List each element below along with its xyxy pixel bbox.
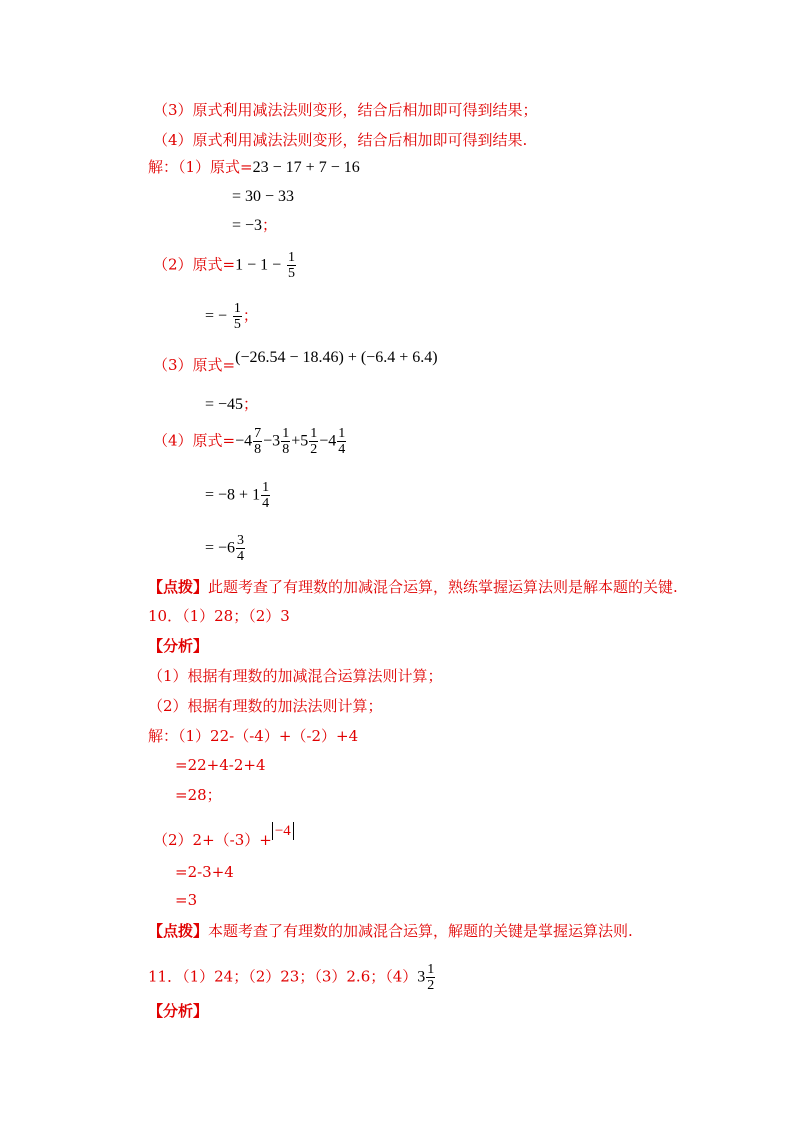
- absolute-value: −4: [272, 822, 294, 840]
- fraction: $\frac{1}{2}$: [310, 426, 318, 457]
- part-2-label: （2）原式=: [153, 255, 236, 274]
- q10-analysis-label: 【分析】: [148, 637, 209, 655]
- part-3-result: = −45: [205, 396, 244, 413]
- q10-analysis-1: （1）根据有理数的加减混合运算法则计算；: [148, 667, 443, 685]
- tip-text: 本题考查了有理数的加减混合运算，解题的关键是掌握运算法则.: [208, 922, 633, 940]
- part-1-step-2: [232, 216, 277, 235]
- part-4-label: （4）原式=: [153, 431, 236, 450]
- solution-label: 解：: [148, 158, 179, 176]
- term-1-whole: −4: [235, 432, 253, 450]
- q11-analysis-label: 【分析】: [148, 1002, 209, 1020]
- fraction: $\frac{1}{4}$: [262, 480, 270, 511]
- fraction: $\frac{1}{5}$: [287, 250, 295, 281]
- fraction: $\frac{1}{8}$: [282, 426, 290, 457]
- semicolon: ；: [243, 395, 259, 413]
- analysis-item-3: （3）原式利用减法法则变形，结合后相加即可得到结果；: [153, 101, 538, 119]
- part-3-label: （3）原式=: [153, 356, 236, 374]
- q10-answer: 10．（1）28；（2）3: [148, 607, 290, 625]
- q10-part-1-step-2: =28；: [175, 786, 222, 804]
- fraction: $\frac{1}{4}$: [338, 426, 346, 457]
- part-1-label: （1）原式=: [178, 158, 253, 176]
- q10-solution-1: [148, 727, 358, 745]
- part-2-result: = −: [205, 307, 228, 325]
- part-2-expression: 1 − 1 −: [235, 256, 282, 274]
- semicolon: ；: [262, 216, 278, 234]
- q10-solution-2: [153, 822, 294, 849]
- part-1-expression: （1）22-（-4）+（-2）+4: [178, 727, 359, 745]
- q10-part-2-step-2: =3: [175, 891, 198, 909]
- tip-9: [148, 578, 678, 596]
- solution-9-part-4: [153, 426, 347, 457]
- part-2-step-1: [205, 301, 258, 332]
- part-4-step-1: [205, 480, 271, 511]
- q10-tip: [148, 922, 633, 940]
- mixed-number-whole: 3: [417, 968, 426, 986]
- part-3-expression: (−26.54 − 18.46) + (−6.4 + 6.4): [235, 349, 438, 366]
- fraction: $\frac{3}{4}$: [237, 533, 245, 564]
- solution-9-part-2: [153, 250, 297, 281]
- tip-label: 【点拨】: [148, 922, 209, 940]
- semicolon: ；: [242, 306, 258, 325]
- q10-part-1-step-1: =22+4-2+4: [175, 756, 266, 774]
- q11-answer: [148, 962, 436, 993]
- tip-label: 【点拨】: [148, 578, 209, 596]
- solution-9-part-3: [153, 348, 438, 374]
- tip-text: 此题考查了有理数的加减混合运算，熟练掌握运算法则是解本题的关键.: [208, 578, 678, 596]
- step-2-expression: = −6: [205, 539, 236, 557]
- q10-analysis-2: （2）根据有理数的加法法则计算；: [148, 697, 383, 715]
- solution-9-part-1: [148, 158, 360, 177]
- q11-answer-text: 11．（1）24；（2）23；（3）2.6；（4）: [148, 967, 418, 986]
- term-2-whole: −3: [263, 432, 281, 450]
- step-1-expression: = −8 + 1: [205, 486, 261, 504]
- part-2-expression: （2）2+（-3）+: [153, 831, 272, 849]
- fraction: $\frac{7}{8}$: [254, 426, 262, 457]
- q10-part-2-step-1: =2-3+4: [175, 863, 234, 881]
- part-1-expression: 23 − 17 + 7 − 16: [252, 159, 360, 176]
- term-3-whole: +5: [291, 432, 309, 450]
- part-3-step-1: [205, 395, 258, 414]
- fraction: $\frac{1}{2}$: [427, 962, 435, 993]
- part-4-step-2: [205, 533, 246, 564]
- solution-label: 解：: [148, 727, 179, 745]
- analysis-item-4: （4）原式利用减法法则变形，结合后相加即可得到结果.: [153, 131, 528, 149]
- term-4-whole: −4: [319, 432, 337, 450]
- fraction: $\frac{1}{5}$: [233, 301, 241, 332]
- part-1-result: = −3: [232, 217, 263, 234]
- part-1-step-1: = 30 − 33: [232, 188, 295, 205]
